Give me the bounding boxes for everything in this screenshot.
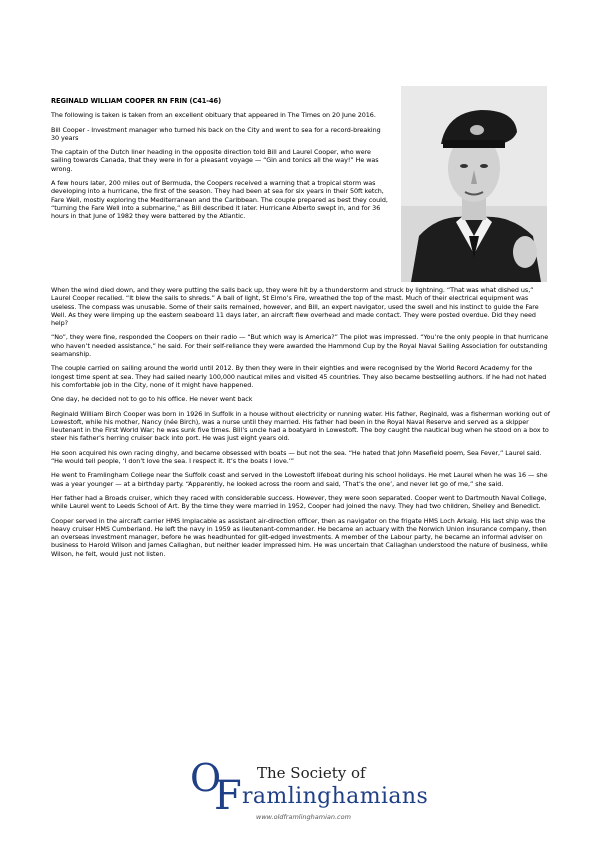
paragraph: Reginald William Birch Cooper was born in 1926 in Suffolk in a house without electricity or running water. His father, Reginald, was a fisherman working out of Lowestoft, while his mother, Nancy (née Birch), was a nurse until they married. His father had been in the Royal Naval Reserve and served as a skipper lieutenant in the First World War; he was sunk five times. Bill’s uncle had a boatyard in Lowestoft. The boy caught the nautical bug when he stood on a box to steer his father’s herring cruiser back into port. He was just eight years old. (51, 409, 550, 443)
logo-society-text: The Society of (257, 764, 366, 782)
logo-name-text: ramlinghamians (242, 784, 429, 809)
article-intro (51, 97, 389, 227)
intro-paragraph: The following is taken is taken from an excellent obituary that appeared in The Times on 20 June 2016. (51, 111, 376, 120)
subtitle-paragraph: Bill Cooper - Investment manager who turned his back on the City and went to sea for a record-breaking 30 years (51, 125, 381, 142)
paragraph: “No”, they were fine, responded the Coopers on their radio — “But which way is America?” The pilot was impressed. “You’re the only people in that hurricane who haven’t needed assistance,” he said. For their self-reliance they were awarded the Hammond Cup by the Royal Naval Sailing Association for outstanding seamanship. (51, 333, 549, 359)
portrait-photo (401, 86, 547, 282)
article-title: REGINALD WILLIAM COOPER RN FRIN (C41-46) (51, 97, 222, 105)
paragraph: When the wind died down, and they were putting the sails back up, they were hit by a thunderstorm and struck by lightning. “That was what dished us,” Laurel Cooper recalled. “It blew the sails to shreds.” A ball of light, St Elmo’s Fire, wreathed the top of the mast. Much of their electrical equipment was useless. The compass was unusable. Some of their sails remained, however, and Bill, an expert navigator, used the swell and his instinct to guide the Fare Well. As they were limping up the eastern seaboard 11 days later, an aircraft flew overhead and made contact. They were posted overdue. Did they need help? (51, 286, 539, 328)
paragraph: He soon acquired his own racing dinghy, and became obsessed with boats — but not the sea. “He hated that John Masefield poem, Sea Fever,” Laurel said. “He would tell people, ‘I don’t love the sea. I respect it. It’s the boats I love.’” (51, 448, 542, 466)
paragraph: Her father had a Broads cruiser, which they raced with considerable success. However, they were soon separated. Cooper went to Dartmouth Naval College, while Laurel went to Leeds School of Art. By the time they were married in 1952, Cooper had joined the navy. They had two children, Shelley and Benedict. (51, 493, 547, 511)
paragraph: The couple carried on sailing around the world until 2012. By then they were in their eighties and were recognised by the World Record Academy for the longest time spent at sea. They had sailed nearly 100,000 nautical miles and visited 45 countries. They also became bestselling authors. If he had not hated his comfortable job in the City, none of it might have happened. (51, 364, 547, 389)
paragraph: Cooper served in the aircraft carrier HMS Implacable as assistant air-direction officer, then as navigator on the frigate HMS Loch Arkaig. His last ship was the heavy cruiser HMS Cumberland. He left the navy in 1959 as lieutenant-commander. He became an actuary with the Norwich Union insurance company, then an overseas investment manager, before he was headhunted for gilt-edged investments. A member of the Labour party, he became an informal adviser on business to Harold Wilson and James Callaghan, but neither leader impressed him. He was uncertain that Callaghan understood the nature of business, while Wilson, he felt, would just not listen. (51, 516, 548, 558)
paragraph: One day, he decided not to go to his office. He never went back (51, 395, 253, 404)
article-body (51, 286, 550, 564)
logo-website-url: www.oldframlinghamian.com (256, 813, 351, 821)
paragraph: A few hours later, 200 miles out of Bermuda, the Coopers received a warning that a tropical storm was developing into a hurricane, the first of the season. They had been at sea for six years in their 50ft ketch, Fare Well, mostly exploring the Mediterranean and the Caribbean. The couple prepared as best they could, “turning the Fare Well into a submarine,” as Bill described it later. Hurricane Alberto swept in, and for 36 hours in that June of 1982 they were battered by the Atlantic. (51, 179, 388, 221)
paragraph: He went to Framlingham College near the Suffolk coast and served in the Lowestoft lifeboat during his school holidays. He met Laurel when he was 16 — she was a year younger — at a birthday party. “Apparently, he looked across the room and said, ‘That’s the one’, and never let go of me,” she said. (51, 471, 548, 488)
society-logo (190, 758, 470, 824)
logo-letter-o: O (190, 756, 222, 800)
paragraph: The captain of the Dutch liner heading in the opposite direction told Bill and Laurel Cooper, who were sailing towards Canada, that they were in for a pleasant voyage — “Gin and tonics all the way!” He was wrong. (51, 148, 379, 173)
logo-letter-f: F (214, 773, 242, 819)
